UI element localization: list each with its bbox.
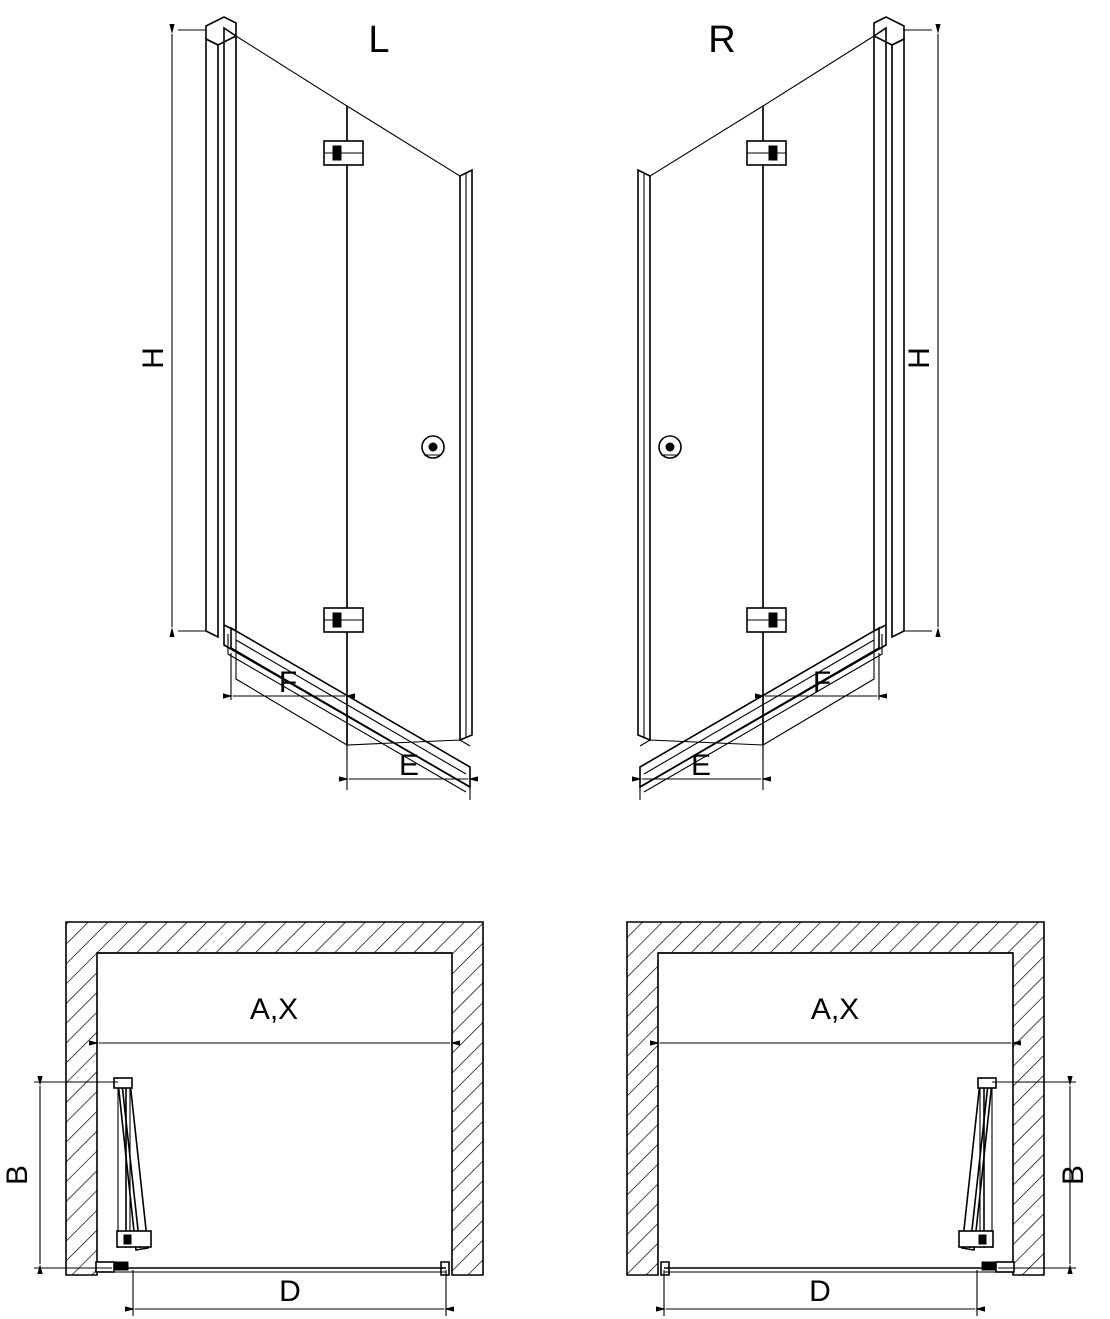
dimension-label-AX-right: A,X [810,993,860,1026]
door-leaf-left-plan [96,1078,151,1272]
hinge-lower-left-view [324,608,363,632]
dimension-label-B-left: B [1,1164,34,1186]
iso-view-right-group [638,17,938,800]
iso-view-left-group [137,17,472,800]
dimension-E-left [347,745,470,800]
dimension-label-B-right: B [1057,1164,1090,1186]
plan-view-right-group [627,922,1090,1316]
dimension-label-F-right: F [812,666,832,699]
hinge-upper-right-view [747,141,786,165]
door-leaf-right-plan [959,1078,1014,1272]
dimension-H-left [137,30,206,631]
dimension-label-E-right: E [690,749,712,782]
variant-label-right: R [708,19,736,61]
dimension-H-right [903,30,938,631]
hinge-lower-right-view [747,608,786,632]
dimension-label-D-right: D [809,1275,831,1308]
dimension-label-H-right: H [903,347,936,369]
dimension-label-E: E [398,749,420,782]
door-knob-left-view [422,436,444,458]
hinge-upper-left-view [324,141,363,165]
plan-view-left-group [1,922,483,1316]
door-knob-right-view [659,436,681,458]
dimension-D-right [664,1270,977,1316]
dimension-label-D-left: D [279,1275,301,1308]
dimension-D-left [133,1270,446,1316]
variant-label-left: L [368,19,390,61]
dimension-label-AX-left: A,X [249,993,299,1026]
dimension-label-H: H [137,347,170,369]
dimension-B-left [1,1082,118,1268]
dimension-AX-right [658,960,1013,1050]
dimension-AX-left [97,960,452,1050]
dimension-E-right [640,745,763,800]
dimension-label-F: F [278,666,298,699]
